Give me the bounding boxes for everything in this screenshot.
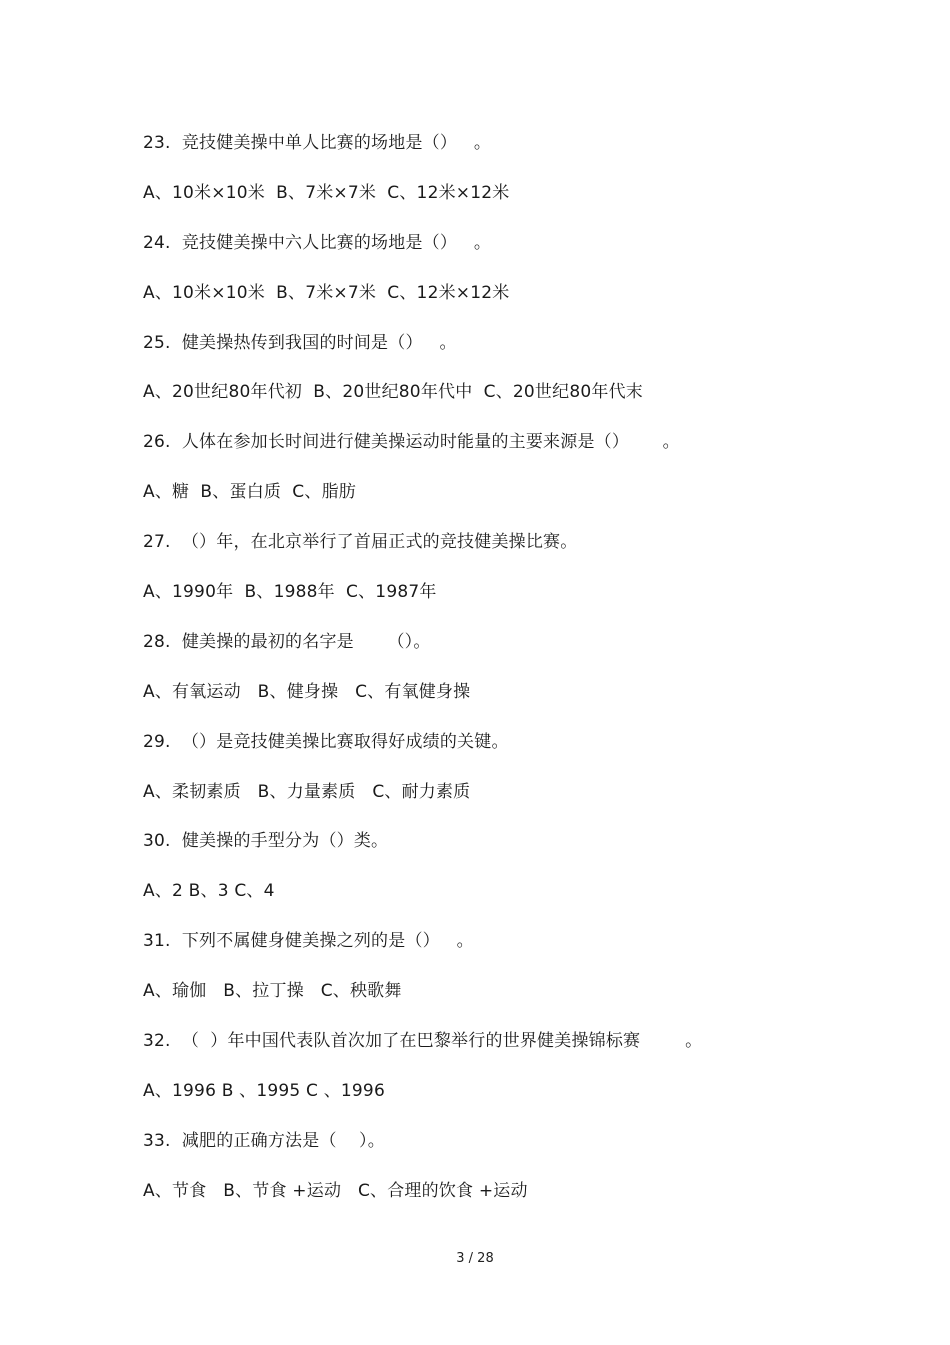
question-23: 23. 竞技健美操中单人比赛的场地是（） 。 bbox=[143, 133, 492, 153]
question-list bbox=[143, 130, 843, 1228]
options-25: A、20世纪80年代初 B、20世纪80年代中 C、20世纪80年代末 bbox=[143, 382, 643, 403]
question-27: 27. （）年，在北京举行了首届正式的竞技健美操比赛。 bbox=[143, 532, 578, 553]
options-33: A、节食 B、节食 +运动 C、合理的饮食 +运动 bbox=[143, 1180, 528, 1201]
question-33: 33. 减肥的正确方法是（ ）。 bbox=[143, 1130, 385, 1151]
options-30: A、2 B、3 C、4 bbox=[143, 881, 275, 902]
question-25: 25. 健美操热传到我国的时间是（） 。 bbox=[143, 332, 457, 353]
options-23: A、10米×10米 B、7米×7米 C、12米×12米 bbox=[143, 182, 510, 203]
options-27: A、1990年 B、1988年 C、1987年 bbox=[143, 582, 437, 603]
question-24: 24. 竞技健美操中六人比赛的场地是（） 。 bbox=[143, 232, 492, 253]
options-28: A、有氧运动 B、健身操 C、有氧健身操 bbox=[143, 681, 471, 702]
question-26: 26. 人体在参加长时间进行健美操运动时能量的主要来源是（） 。 bbox=[143, 432, 680, 453]
question-29: 29. （）是竞技健美操比赛取得好成绩的关键。 bbox=[143, 731, 509, 752]
question-30: 30. 健美操的手型分为（）类。 bbox=[143, 831, 389, 852]
page-number: 3 / 28 bbox=[456, 1251, 494, 1266]
question-32: 32. （ ）年中国代表队首次加了在巴黎举行的世界健美操锦标赛 。 bbox=[143, 1031, 703, 1052]
options-31: A、瑜伽 B、拉丁操 C、秧歌舞 bbox=[143, 981, 402, 1002]
options-32: A、1996 B 、1995 C 、1996 bbox=[143, 1080, 385, 1101]
question-28: 28. 健美操的最初的名字是 （）。 bbox=[143, 631, 431, 652]
options-26: A、糖 B、蛋白质 C、脂肪 bbox=[143, 482, 356, 503]
options-24: A、10米×10米 B、7米×7米 C、12米×12米 bbox=[143, 282, 510, 303]
question-31: 31. 下列不属健身健美操之列的是（） 。 bbox=[143, 931, 474, 952]
options-29: A、柔韧素质 B、力量素质 C、耐力素质 bbox=[143, 781, 471, 802]
